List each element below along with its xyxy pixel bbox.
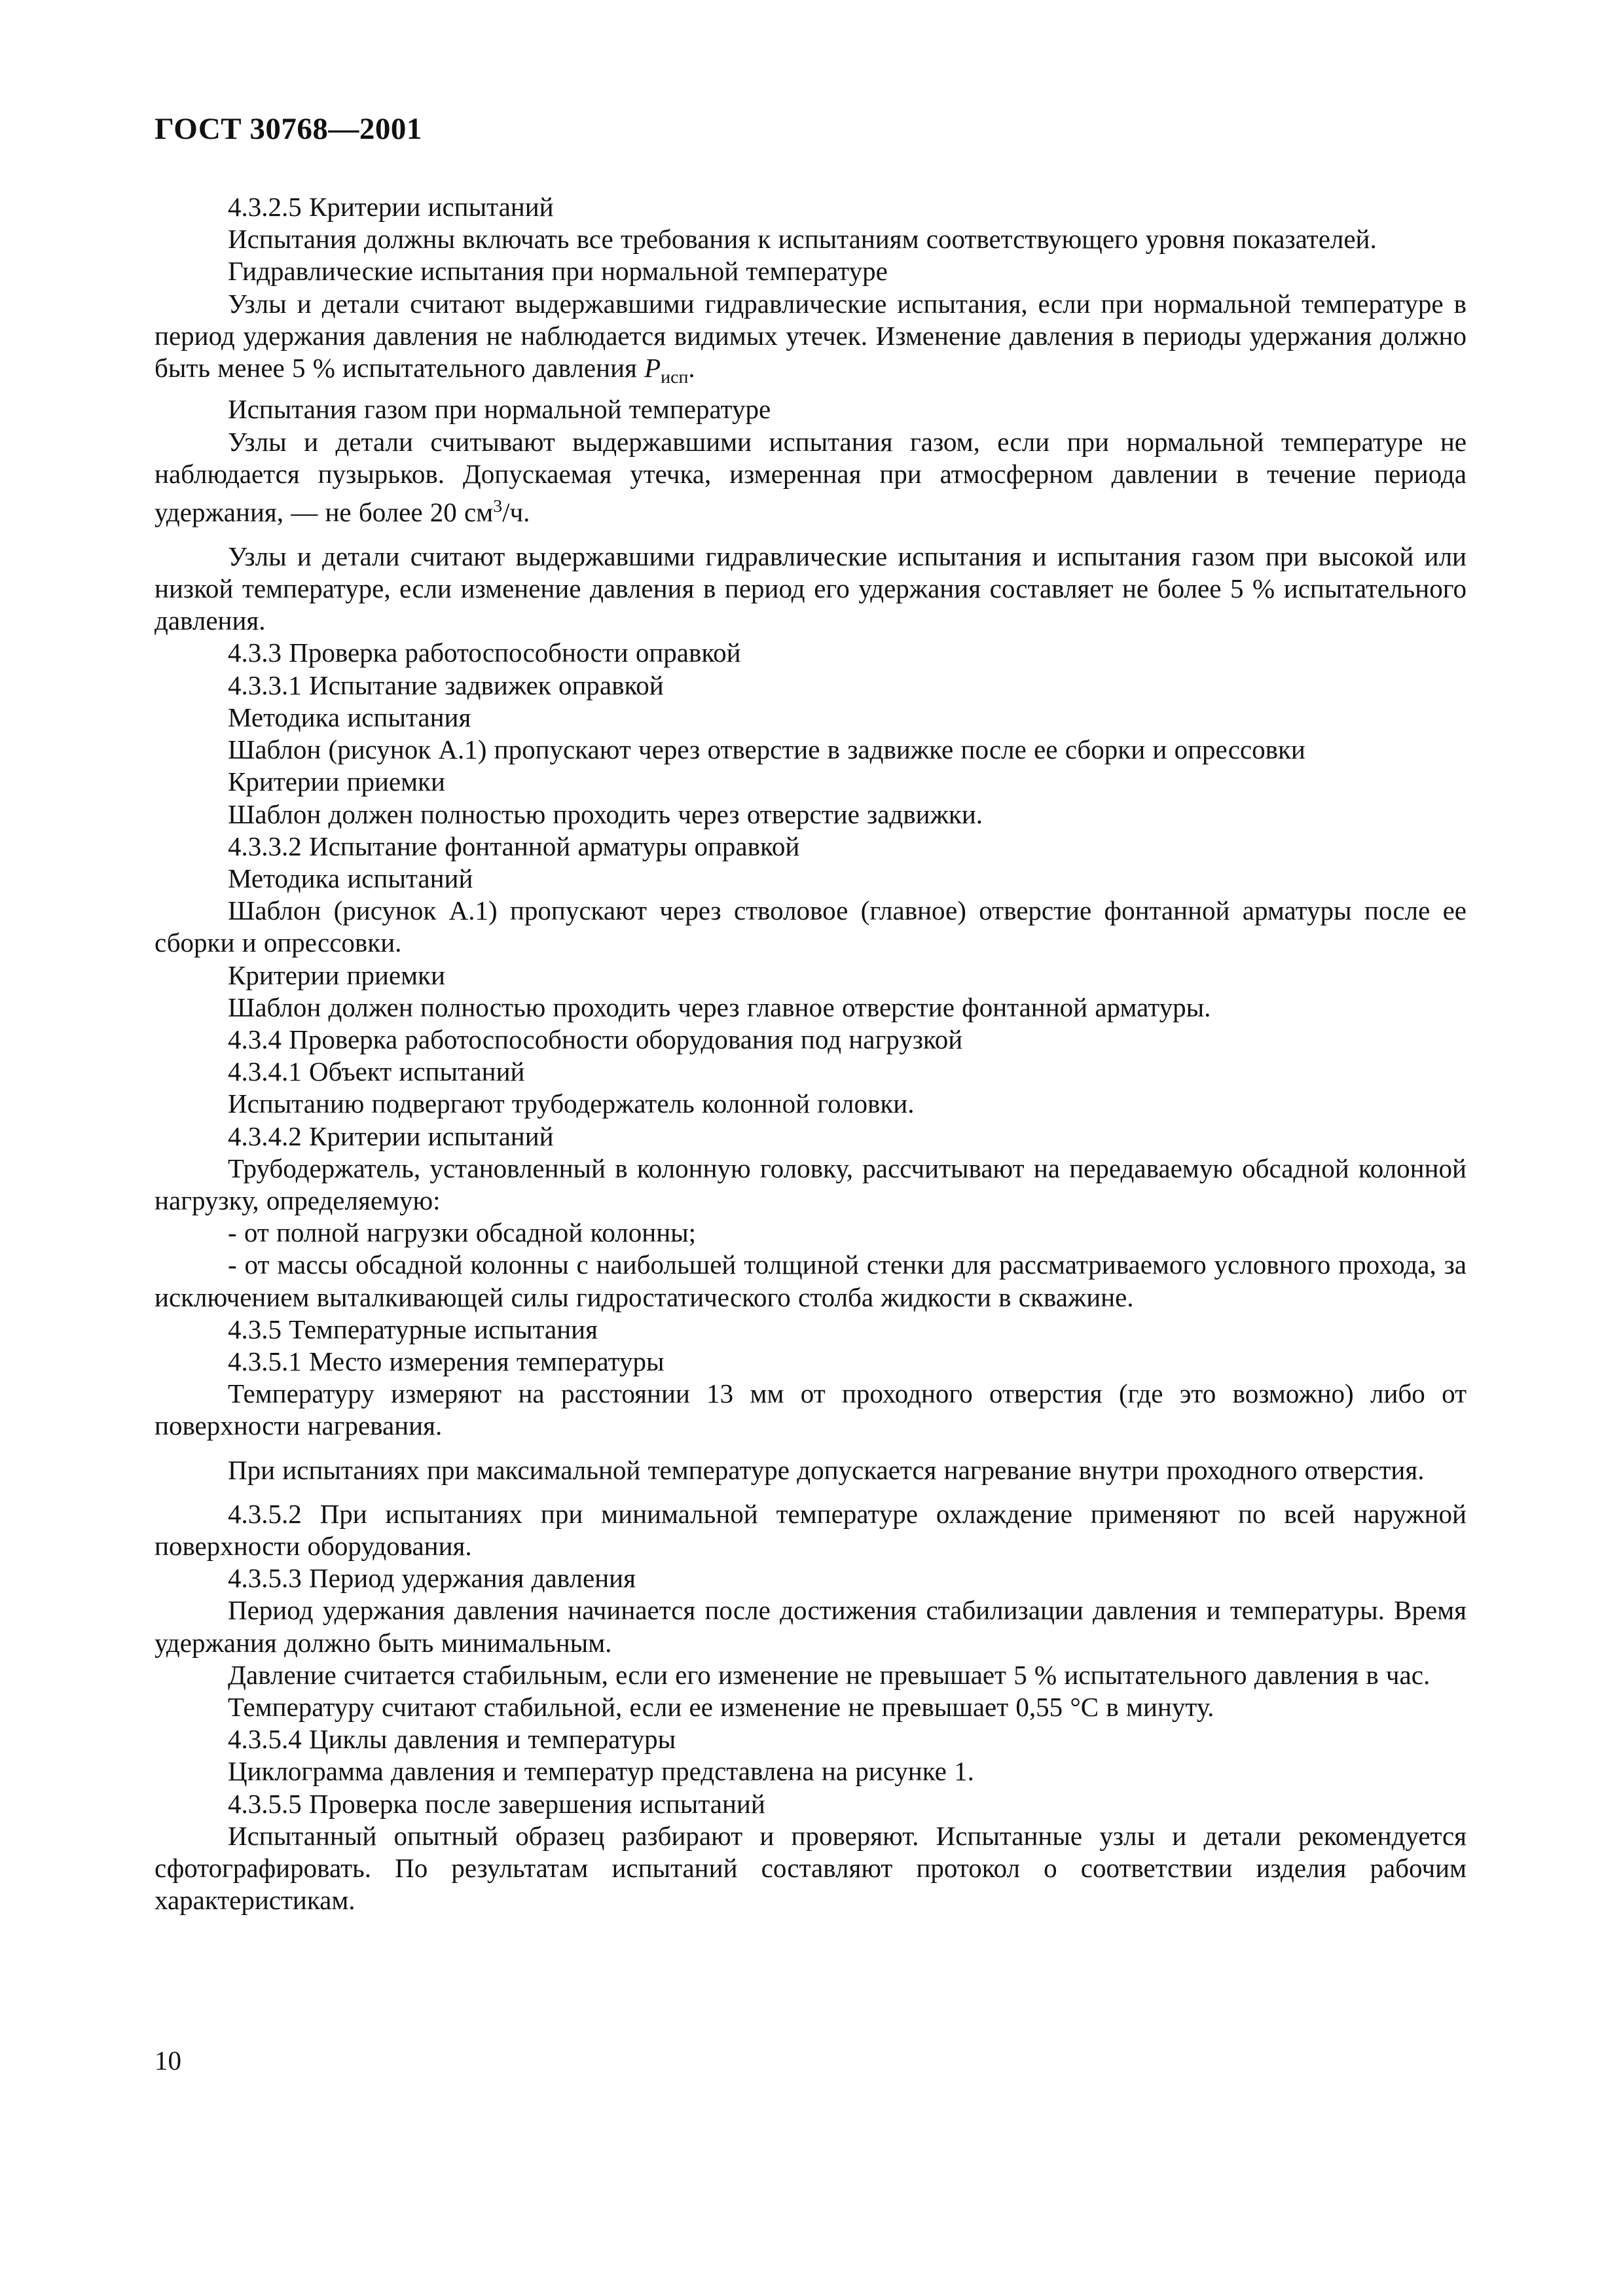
subheading: Методика испытания: [228, 702, 471, 732]
paragraph: Давление считается стабильным, если его изменение не превышает 5 % испытательного давления в час.: [228, 1659, 1431, 1690]
subheading: Критерии приемки: [228, 766, 445, 797]
paragraph: 4.3.5.2 При испытаниях при минимальной температуре охлаждение применяют по всей наружной поверхности оборудования.: [155, 1498, 1467, 1561]
subheading: Испытания газом при нормальной температуре: [228, 394, 771, 425]
page-number: 10: [155, 2045, 181, 2075]
subheading: Гидравлические испытания при нормальной температуре: [228, 256, 888, 287]
list-item: - от полной нагрузки обсадной колонны;: [228, 1217, 697, 1248]
formula-end: .: [688, 353, 695, 384]
section-heading: 4.3.4 Проверка работоспособности оборудования под нагрузкой: [228, 1024, 963, 1054]
paragraph: Узлы и детали считают выдержавшими гидравлические испытания и испытания газом при высокой или низкой температуре, если изменение давления в период его удержания составляет не более 5 % испытательного давления.: [155, 541, 1467, 636]
subheading: Методика испытаний: [228, 863, 473, 893]
unit-tail: /ч.: [502, 497, 530, 528]
paragraph-text: Узлы и детали считают выдержавшими гидравлические испытания, если при нормальной температуре в период удержания давления не наблюдается видимых утечек. Изменение давления в периоды удержания должно быть менее 5 % испытательного давления: [155, 288, 1467, 384]
section-heading: 4.3.4.1 Объект испытаний: [228, 1056, 525, 1087]
pressure-subscript: исп: [661, 367, 689, 388]
paragraph: Период удержания давления начинается после достижения стабилизации давления и температуры. Время удержания должно быть минимальным.: [155, 1595, 1467, 1658]
paragraph: Температуру измеряют на расстоянии 13 мм от проходного отверстия (где это возможно) либо от поверхности нагревания.: [155, 1378, 1467, 1441]
section-heading: 4.3.3.2 Испытание фонтанной арматуры оправкой: [228, 831, 800, 861]
section-heading: 4.3.3 Проверка работоспособности оправкой: [228, 637, 741, 668]
subheading: Критерии приемки: [228, 960, 445, 990]
paragraph: Температуру считают стабильной, если ее изменение не превышает 0,55 °С в минуту.: [228, 1691, 1214, 1722]
unit-superscript: 3: [493, 496, 503, 517]
paragraph: Испытанию подвергают трубодержатель колонной головки.: [228, 1088, 915, 1119]
paragraph-with-unit: [155, 426, 1467, 529]
section-heading: 4.3.5 Температурные испытания: [228, 1314, 598, 1344]
standard-header: ГОСТ 30768—2001: [155, 112, 422, 146]
section-heading: 4.3.4.2 Критерии испытаний: [228, 1121, 554, 1151]
paragraph: Шаблон (рисунок А.1) пропускают через отверстие в задвижке после ее сборки и опрессовки: [228, 734, 1305, 765]
section-heading: 4.3.5.1 Место измерения температуры: [228, 1346, 665, 1376]
paragraph-with-formula: [155, 288, 1467, 394]
body-text: [155, 191, 1467, 1916]
section-heading: 4.3.5.4 Циклы давления и температуры: [228, 1724, 676, 1755]
section-heading: 4.3.2.5 Критерии испытаний: [228, 192, 554, 222]
paragraph: Трубодержатель, установленный в колонную головку, рассчитывают на передаваемую обсадной колонной нагрузку, определяемую:: [155, 1153, 1467, 1215]
section-heading: 4.3.5.5 Проверка после завершения испытаний: [228, 1788, 765, 1819]
paragraph: Испытанный опытный образец разбирают и проверяют. Испытанные узлы и детали рекомендуется сфотографировать. По результатам испытаний составляют протокол о соответствии изделия рабочим характеристикам.: [155, 1820, 1467, 1916]
section-heading: 4.3.5.3 Период удержания давления: [228, 1563, 636, 1594]
paragraph: Шаблон должен полностью проходить через отверстие задвижки.: [228, 798, 983, 829]
paragraph-text: Узлы и детали считывают выдержавшими испытания газом, если при нормальной температуре не наблюдается пузырьков. Допускаемая утечка, измеренная при атмосферном давлении в течение периода удержания, — не более 20 см: [155, 426, 1467, 528]
paragraph: Циклограмма давления и температур представлена на рисунке 1.: [228, 1756, 974, 1787]
paragraph: При испытаниях при максимальной температуре допускается нагревание внутри проходного отверстия.: [228, 1454, 1425, 1485]
paragraph: Шаблон должен полностью проходить через главное отверстие фонтанной арматуры.: [228, 992, 1211, 1022]
paragraph: Шаблон (рисунок А.1) пропускают через стволовое (главное) отверстие фонтанной арматуры после ее сборки и опрессовки.: [155, 895, 1467, 958]
pressure-symbol: P: [644, 353, 661, 384]
paragraph: Испытания должны включать все требования к испытаниям соответствующего уровня показателей.: [228, 224, 1377, 255]
section-heading: 4.3.3.1 Испытание задвижек оправкой: [228, 670, 664, 700]
list-item: - от массы обсадной колонны с наибольшей толщиной стенки для рассматриваемого условного прохода, за исключением выталкивающей силы гидростатического столба жидкости в скважине.: [155, 1249, 1467, 1312]
